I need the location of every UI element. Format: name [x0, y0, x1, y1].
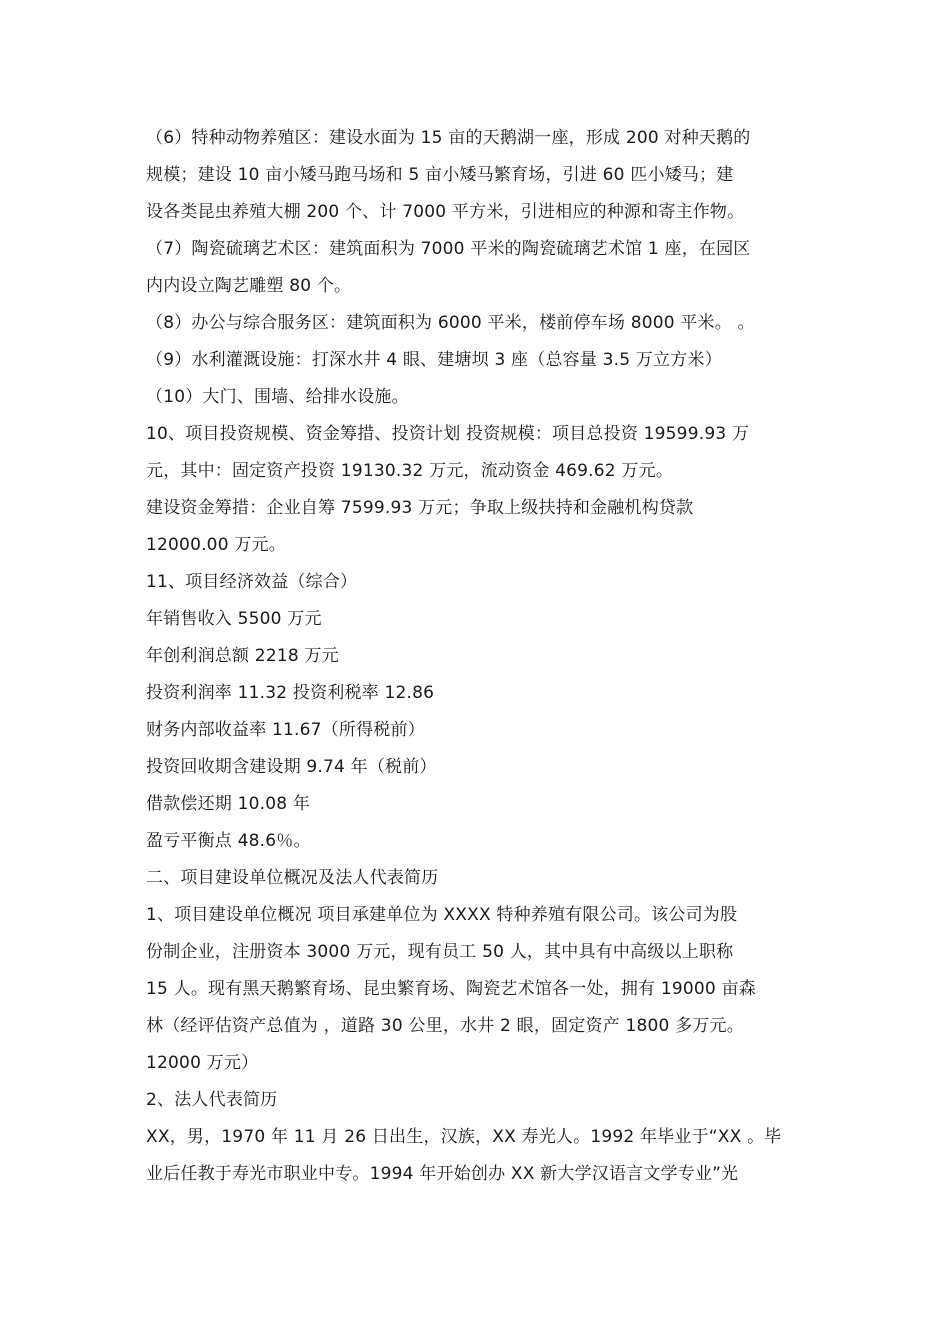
text-line: （10）大门、围墙、给排水设施。 — [146, 387, 409, 407]
text-line: 12000.00 万元。 — [146, 535, 286, 555]
text-line: 业后任教于寿光市职业中专。1994 年开始创办 XX 新大学汉语言文学专业”光 — [146, 1164, 739, 1184]
text-line: 年创利润总额 2218 万元 — [146, 646, 339, 666]
section-heading: 2、法人代表简历 — [146, 1090, 278, 1110]
text-line: 1、项目建设单位概况 项目承建单位为 XXXX 特种养殖有限公司。该公司为股 — [146, 905, 738, 925]
text-line: 林（经评估资产总值为 ，道路 30 公里，水井 2 眼，固定资产 1800 多万元。 — [146, 1016, 744, 1036]
text-line: 年销售收入 5500 万元 — [146, 609, 322, 629]
text-line: 建设资金筹措：企业自筹 7599.93 万元；争取上级扶持和金融机构贷款 — [146, 498, 694, 518]
text-line: 投资回收期含建设期 9.74 年（税前） — [146, 757, 437, 777]
text-line: （7）陶瓷硫璃艺术区：建筑面积为 7000 平米的陶瓷硫璃艺术馆 1 座，在园区 — [146, 239, 751, 259]
text-line: （6）特种动物养殖区：建设水面为 15 亩的天鹅湖一座，形成 200 对种天鹅的 — [146, 128, 751, 148]
text-line: XX，男，1970 年 11 月 26 日出生，汉族，XX 寿光人。1992 年毕业于“XX 。毕 — [146, 1127, 782, 1147]
text-line: 财务内部收益率 11.67（所得税前） — [146, 720, 425, 740]
text-line: 投资利润率 11.32 投资利税率 12.86 — [146, 683, 435, 703]
text-line: （9）水利灌溉设施：打深水井 4 眼、建塘坝 3 座（总容量 3.5 万立方米） — [146, 350, 722, 370]
section-heading: 二、项目建设单位概况及法人代表简历 — [146, 868, 439, 888]
text-line: 盈亏平衡点 48.6％。 — [146, 831, 311, 851]
text-line: （8）办公与综合服务区：建筑面积为 6000 平米，楼前停车场 8000 平米。 。 — [146, 313, 755, 333]
text-line: 元，其中：固定资产投资 19130.32 万元，流动资金 469.62 万元。 — [146, 461, 674, 481]
section-heading: 11、项目经济效益（综合） — [146, 572, 358, 592]
text-line: 15 人。现有黑天鹅繁育场、昆虫繁育场、陶瓷艺术馆各一处，拥有 19000 亩森 — [146, 979, 756, 999]
text-line: 份制企业，注册资本 3000 万元，现有员工 50 人，其中具有中高级以上职称 — [146, 942, 734, 962]
text-line: 10、项目投资规模、资金筹措、投资计划 投资规模：项目总投资 19599.93 万 — [146, 424, 750, 444]
text-line: 借款偿还期 10.08 年 — [146, 794, 311, 814]
text-line: 设各类昆虫养殖大棚 200 个、计 7000 平方米，引进相应的种源和寄主作物。 — [146, 202, 745, 222]
text-line: 12000 万元） — [146, 1053, 259, 1073]
text-line: 内内设立陶艺雕塑 80 个。 — [146, 276, 352, 296]
text-line: 规模；建设 10 亩小矮马跑马场和 5 亩小矮马繁育场，引进 60 匹小矮马；建 — [146, 165, 734, 185]
